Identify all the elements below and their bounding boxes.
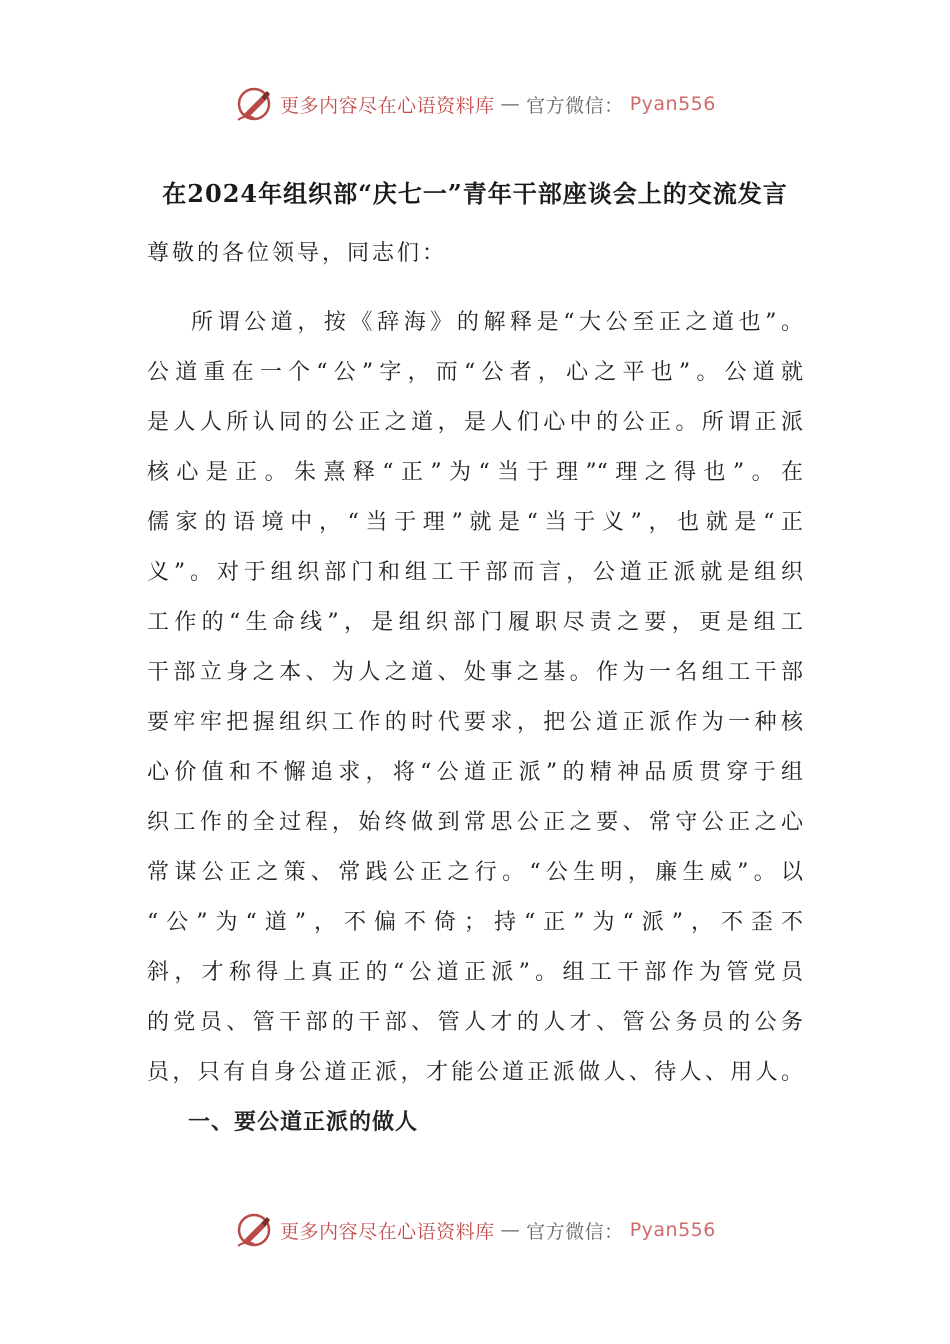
paragraph-line: 织工作的全过程，始终做到常思公正之要、常守公正之心 <box>147 810 803 835</box>
watermark-banner-top <box>0 82 950 126</box>
paragraph-line: 要牢牢把握组织工作的时代要求，把公道正派作为一种核 <box>147 710 803 735</box>
watermark-text: 更多内容尽在心语资料库 <box>280 1220 495 1243</box>
watermark-official-label: 官方微信： <box>526 1220 624 1243</box>
paragraph-line: 心价值和不懈追求，将“公道正派”的精神品质贯穿于组 <box>147 760 803 785</box>
paragraph-line: “公”为“道”，不偏不倚；持“正”为“派”，不歪不 <box>147 910 803 935</box>
paragraph-line: 员，只有自身公道正派，才能公道正派做人、待人、用人。 <box>147 1060 803 1085</box>
section-heading-1: 一、要公道正派的做人 <box>188 1109 419 1135</box>
watermark-wechat-id: Pyan556 <box>629 93 716 115</box>
body-paragraph <box>147 298 803 1098</box>
paragraph-line: 常谋公正之策、常践公正之行。“公生明，廉生威”。以 <box>147 860 803 885</box>
watermark-dash: — <box>500 1219 521 1241</box>
watermark-dash: — <box>500 93 521 115</box>
paragraph-line: 是人人所认同的公正之道，是人们心中的公正。所谓正派 <box>147 410 803 435</box>
watermark-text: 更多内容尽在心语资料库 <box>280 94 495 117</box>
watermark-official-label: 官方微信： <box>526 94 624 117</box>
salutation: 尊敬的各位领导，同志们： <box>147 241 448 266</box>
document-title: 在2024年组织部“庆七一”青年干部座谈会上的交流发言 <box>162 179 788 208</box>
paragraph-line: 所谓公道，按《辞海》的解释是“大公至正之道也”。 <box>191 310 803 335</box>
watermark-wechat-id: Pyan556 <box>629 1219 716 1241</box>
pen-logo-icon <box>234 84 274 124</box>
pen-logo-icon <box>234 1210 274 1250</box>
paragraph-line: 工作的“生命线”，是组织部门履职尽责之要，更是组工 <box>147 610 803 635</box>
paragraph-line: 儒家的语境中，“当于理”就是“当于义”，也就是“正 <box>147 510 803 535</box>
paragraph-line: 的党员、管干部的干部、管人才的人才、管公务员的公务 <box>147 1010 803 1035</box>
paragraph-line: 斜，才称得上真正的“公道正派”。组工干部作为管党员 <box>147 960 803 985</box>
watermark-banner-bottom <box>0 1208 950 1252</box>
paragraph-line: 干部立身之本、为人之道、处事之基。作为一名组工干部 <box>147 660 803 685</box>
paragraph-line: 公道重在一个“公”字，而“公者，心之平也”。公道就 <box>147 360 803 385</box>
paragraph-line: 核心是正。朱熹释“正”为“当于理”“理之得也”。在 <box>147 460 803 485</box>
paragraph-line: 义”。对于组织部门和组工干部而言，公道正派就是组织 <box>147 560 803 585</box>
